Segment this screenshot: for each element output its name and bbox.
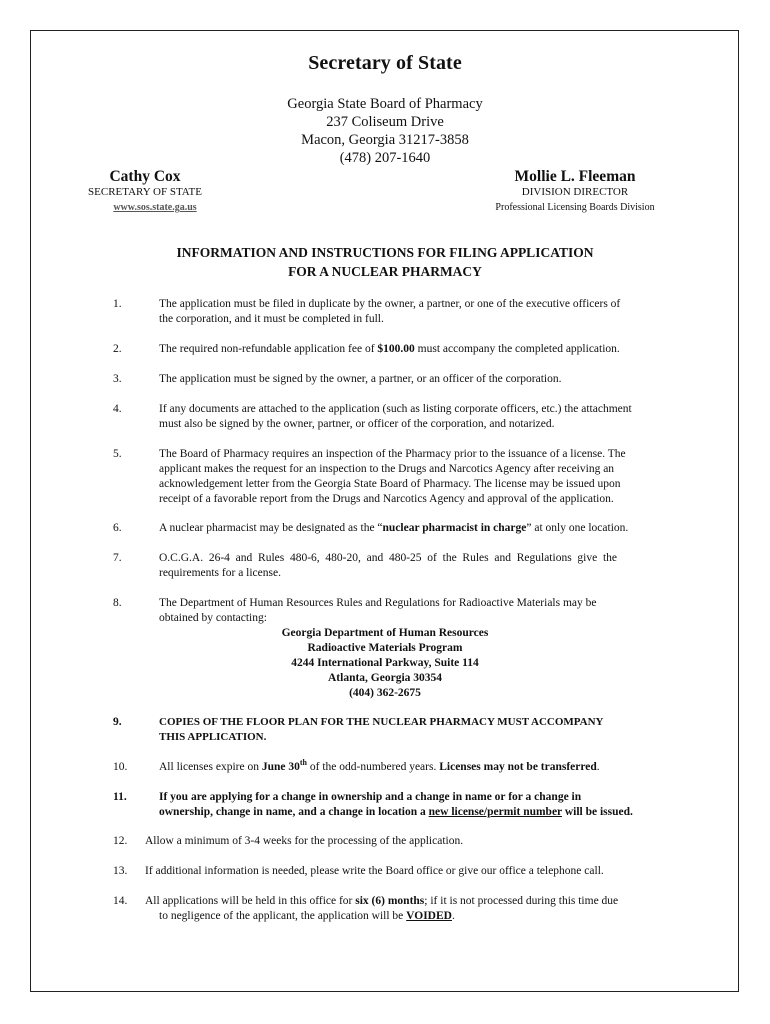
- list-item-9: [159, 715, 699, 745]
- instructions-heading-line1: INFORMATION AND INSTRUCTIONS FOR FILING APPLICATION: [176, 245, 594, 260]
- left-official-name: Cathy Cox: [109, 168, 181, 185]
- item-number-5: 5.: [113, 448, 122, 460]
- item-14-text-mid: ; if it is not processed during this time due: [424, 895, 619, 907]
- item-number-4: 4.: [113, 403, 122, 415]
- item-5-line-1: The Board of Pharmacy requires an inspection of the Pharmacy prior to the issuance of a license. The: [159, 448, 626, 460]
- page-title: Secretary of State: [308, 52, 462, 74]
- list-item-8: [159, 596, 699, 626]
- website-link[interactable]: www.sos.state.ga.us: [113, 202, 197, 213]
- item-5-line-4: receipt of a favorable report from the Drugs and Narcotics Agency and approval of the application.: [159, 493, 614, 505]
- item-7-line-1: O.C.G.A. 26-4 and Rules 480-6, 480-20, and 480-25 of the Rules and Regulations give the: [159, 552, 618, 564]
- list-item-5: [159, 447, 699, 507]
- list-item-1: [159, 297, 684, 327]
- application-fee: $100.00: [377, 343, 415, 355]
- list-item-7: [159, 551, 680, 581]
- right-official-role: DIVISION DIRECTOR: [521, 186, 629, 198]
- item-7-line-2: requirements for a license.: [159, 567, 281, 579]
- item-14-text-2: to negligence of the applicant, the application will be: [159, 910, 407, 922]
- item-10-text-end: .: [596, 761, 600, 773]
- item-number-10: 10.: [113, 761, 128, 773]
- item-14-line-2: [145, 909, 700, 924]
- item-1-line-1: The application must be filed in duplicate by the owner, a partner, or one of the executive officers of: [159, 298, 621, 310]
- item-11-text-end: will be issued.: [561, 806, 633, 818]
- item-9-line-1: COPIES OF THE FLOOR PLAN FOR THE NUCLEAR PHARMACY MUST ACCOMPANY: [159, 716, 604, 728]
- item-6-text: A nuclear pharmacist may be designated as the “: [159, 522, 383, 534]
- board-name: Georgia State Board of Pharmacy: [287, 96, 483, 112]
- board-street: 237 Coliseum Drive: [326, 114, 444, 130]
- contact-city: Atlanta, Georgia 30354: [327, 672, 443, 684]
- item-11-line-1: If you are applying for a change in ownership and a change in name or for a change in: [159, 791, 582, 803]
- list-item-2: [159, 342, 699, 357]
- item-14-line-1: [145, 894, 700, 909]
- item-number-12: 12.: [113, 835, 128, 847]
- contact-org: Georgia Department of Human Resources: [281, 627, 489, 639]
- hold-period: six (6) months: [355, 895, 425, 907]
- contact-program: Radioactive Materials Program: [307, 642, 463, 654]
- list-item-6: [159, 521, 699, 536]
- item-10-text: All licenses expire on: [159, 761, 262, 773]
- item-14-text: All applications will be held in this office for: [145, 895, 356, 907]
- item-4-line-1: If any documents are attached to the application (such as listing corporate officers, etc.) the attachment: [159, 403, 632, 415]
- item-10-text-mid: of the odd-numbered years.: [307, 761, 440, 773]
- expiration-date-suffix: th: [299, 758, 307, 768]
- instructions-heading-line2: FOR A NUCLEAR PHARMACY: [288, 264, 482, 279]
- right-official-name: Mollie L. Fleeman: [514, 168, 636, 185]
- item-2-text-end: must accompany the completed application.: [414, 343, 620, 355]
- item-1-line-2: the corporation, and it must be completed in full.: [159, 313, 384, 325]
- left-official-role: SECRETARY OF STATE: [88, 186, 202, 198]
- item-number-8: 8.: [113, 597, 122, 609]
- item-number-9: 9.: [113, 716, 122, 728]
- item-14-text-end: .: [451, 910, 455, 922]
- no-transfer-notice: Licenses may not be transferred: [439, 761, 597, 773]
- list-item-3: The application must be signed by the owner, a partner, or an officer of the corporation.: [159, 373, 562, 385]
- list-item-12: Allow a minimum of 3-4 weeks for the processing of the application.: [145, 835, 464, 847]
- item-11-text: ownership, change in name, and a change in location a: [159, 806, 429, 818]
- board-phone: (478) 207-1640: [339, 150, 431, 166]
- item-5-line-2: applicant makes the request for an inspection to the Drugs and Narcotics Agency after receiving an: [159, 463, 615, 475]
- item-number-14: 14.: [113, 895, 128, 907]
- item-11-line-2: [159, 805, 699, 820]
- contact-street: 4244 International Parkway, Suite 114: [291, 657, 479, 669]
- item-number-7: 7.: [113, 552, 122, 564]
- new-license-number: new license/permit number: [428, 806, 562, 818]
- item-8-line-1: The Department of Human Resources Rules and Regulations for Radioactive Materials may be: [159, 597, 597, 609]
- item-number-3: 3.: [113, 373, 122, 385]
- item-5-line-3: acknowledgement letter from the Georgia State Board of Pharmacy. The license may be issued upon: [159, 478, 621, 490]
- item-9-line-2: THIS APPLICATION.: [159, 731, 267, 743]
- voided-notice: VOIDED: [406, 910, 452, 922]
- right-official-division: Professional Licensing Boards Division: [495, 202, 655, 213]
- contact-phone: (404) 362-2675: [349, 687, 421, 699]
- expiration-date: June 30: [261, 761, 300, 773]
- list-item-13: If additional information is needed, please write the Board office or give our office a telephone call.: [145, 865, 604, 877]
- list-item-4: [159, 402, 699, 432]
- item-number-2: 2.: [113, 343, 122, 355]
- list-item-10: [159, 760, 699, 775]
- list-item-14: [145, 894, 700, 924]
- item-8-line-2: obtained by contacting:: [159, 612, 267, 624]
- item-number-1: 1.: [113, 298, 122, 310]
- nuclear-pharmacist-in-charge: nuclear pharmacist in charge: [382, 522, 527, 534]
- item-number-13: 13.: [113, 865, 128, 877]
- item-6-text-end: ” at only one location.: [526, 522, 629, 534]
- item-number-6: 6.: [113, 522, 122, 534]
- item-4-line-2: must also be signed by the owner, partner, or officer of the corporation, and notarized.: [159, 418, 555, 430]
- item-number-11: 11.: [113, 791, 127, 803]
- list-item-11: [159, 790, 699, 820]
- board-city: Macon, Georgia 31217-3858: [301, 132, 469, 148]
- item-2-text: The required non-refundable application fee of: [159, 343, 378, 355]
